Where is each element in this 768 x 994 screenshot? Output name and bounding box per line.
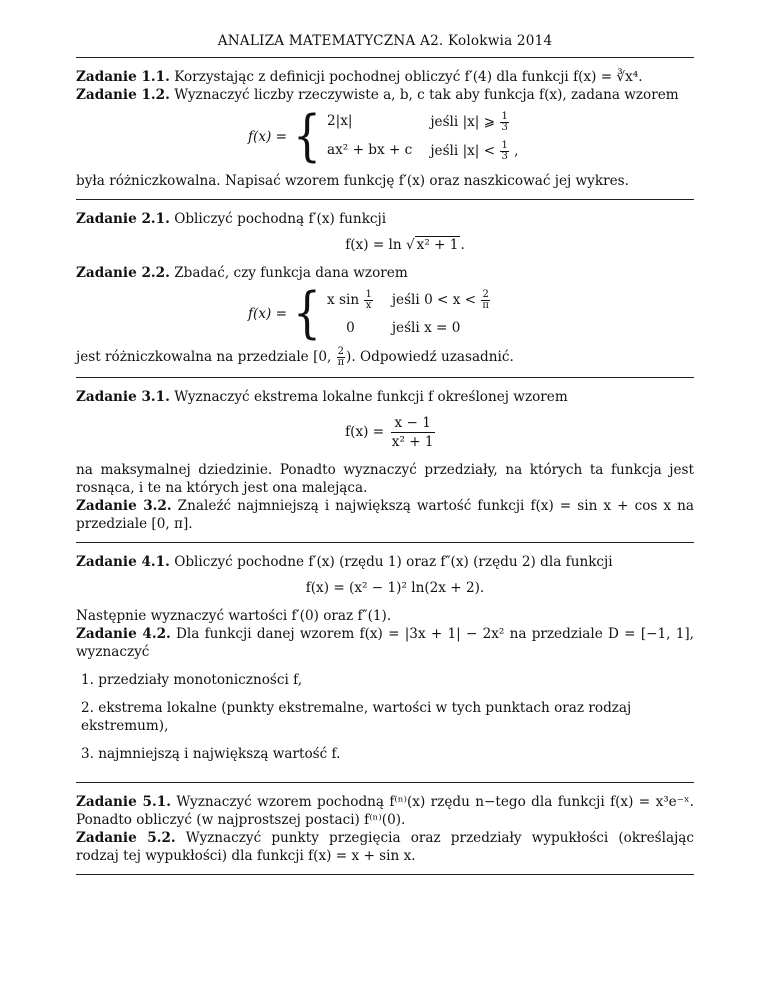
divider	[76, 874, 694, 875]
list-item: 1. przedziały monotoniczności f,	[81, 672, 303, 688]
task-4-1: Zadanie 4.1. Obliczyć pochodne f′(x) (rzędu 1) oraz f″(x) (rzędu 2) dla funkcji	[76, 554, 613, 570]
task-1-1: Zadanie 1.1. Korzystając z definicji pochodnej obliczyć f′(4) dla funkcji f(x) = ∛x⁴.	[76, 69, 643, 85]
section-1	[76, 58, 694, 199]
formula-4-1: f(x) = (x² − 1)² ln(2x + 2).	[305, 580, 485, 596]
task-1-2: Zadanie 1.2. Wyznaczyć liczby rzeczywiste a, b, c tak aby funkcja f(x), zadana wzorem	[76, 87, 679, 103]
section-2	[76, 200, 694, 377]
section-4	[76, 543, 694, 782]
exam-page	[76, 0, 694, 875]
page-title: ANALIZA MATEMATYCZNA A2. Kolokwia 2014	[217, 33, 553, 49]
section-3	[76, 378, 694, 542]
task-4-2-list	[76, 671, 694, 763]
brace: {	[293, 281, 322, 345]
piecewise-formula-1-2: f(x) = { 2|x| jeśli |x| ⩾ $\frac{1}{3}$ ax² + bx + c jeśli |x| < $\frac{1}{3}$ ,	[248, 104, 519, 169]
formula-2-1: f(x) = ln √ x² + 1 .	[345, 237, 465, 253]
brace: {	[293, 104, 322, 169]
task-2-2: Zadanie 2.2. Zbadać, czy funkcja dana wzorem	[76, 265, 408, 281]
section-5	[76, 783, 694, 874]
task-5-2: Zadanie 5.2. Wyznaczyć punkty przegięcia oraz przedziały wypukłości (określając rodzaj tej wypukłości) dla funkcji f(x) = x + sin x.	[76, 830, 695, 864]
task-2-1: Zadanie 2.1. Obliczyć pochodną f′(x) funkcji	[76, 211, 387, 227]
task-2-2-after: jest różniczkowalna na przedziale [0, $\frac{2}{\pi}$ ). Odpowiedź uzasadnić.	[76, 346, 514, 368]
task-3-2: Zadanie 3.2. Znaleźć najmniejszą i największą wartość funkcji f(x) = sin x + cos x na przedziale [0, π].	[76, 498, 695, 532]
task-1-2-after: była różniczkowalna. Napisać wzorem funkcję f′(x) oraz naszkicować jej wykres.	[76, 173, 629, 189]
formula-3-1: f(x) = $\frac{x - 1}{\text{x² + 1}}$	[345, 415, 434, 450]
list-item: 2. ekstrema lokalne (punkty ekstremalne, wartości w tych punktach oraz rodzaj ekstremum),	[81, 700, 632, 734]
task-3-1-after: na maksymalnej dziedzinie. Ponadto wyznaczyć przedziały, na których ta funkcja jest rosnąca, i te na których jest ona malejąca.	[76, 462, 694, 496]
task-4-2: Zadanie 4.2. Dla funkcji danej wzorem f(x) = |3x + 1| − 2x² na przedziale D = [−1, 1], wyznaczyć	[76, 626, 694, 660]
task-3-1: Zadanie 3.1. Wyznaczyć ekstrema lokalne funkcji f określonej wzorem	[76, 389, 568, 405]
list-item: 3. najmniejszą i największą wartość f.	[81, 746, 341, 762]
task-5-1: Zadanie 5.1. Wyznaczyć wzorem pochodną f⁽ⁿ⁾(x) rzędu n−tego dla funkcji f(x) = x³e⁻ˣ. Ponadto obliczyć (w najprostszej postaci) f⁽ⁿ⁾(0).	[76, 794, 694, 828]
task-4-1-after: Następnie wyznaczyć wartości f′(0) oraz f″(1).	[76, 608, 392, 624]
piecewise-formula-2-2: f(x) = { x sin $\frac{1}{x}$ jeśli 0 < x < $\frac{2}{\pi}$ 0 jeśli x = 0	[248, 281, 489, 345]
